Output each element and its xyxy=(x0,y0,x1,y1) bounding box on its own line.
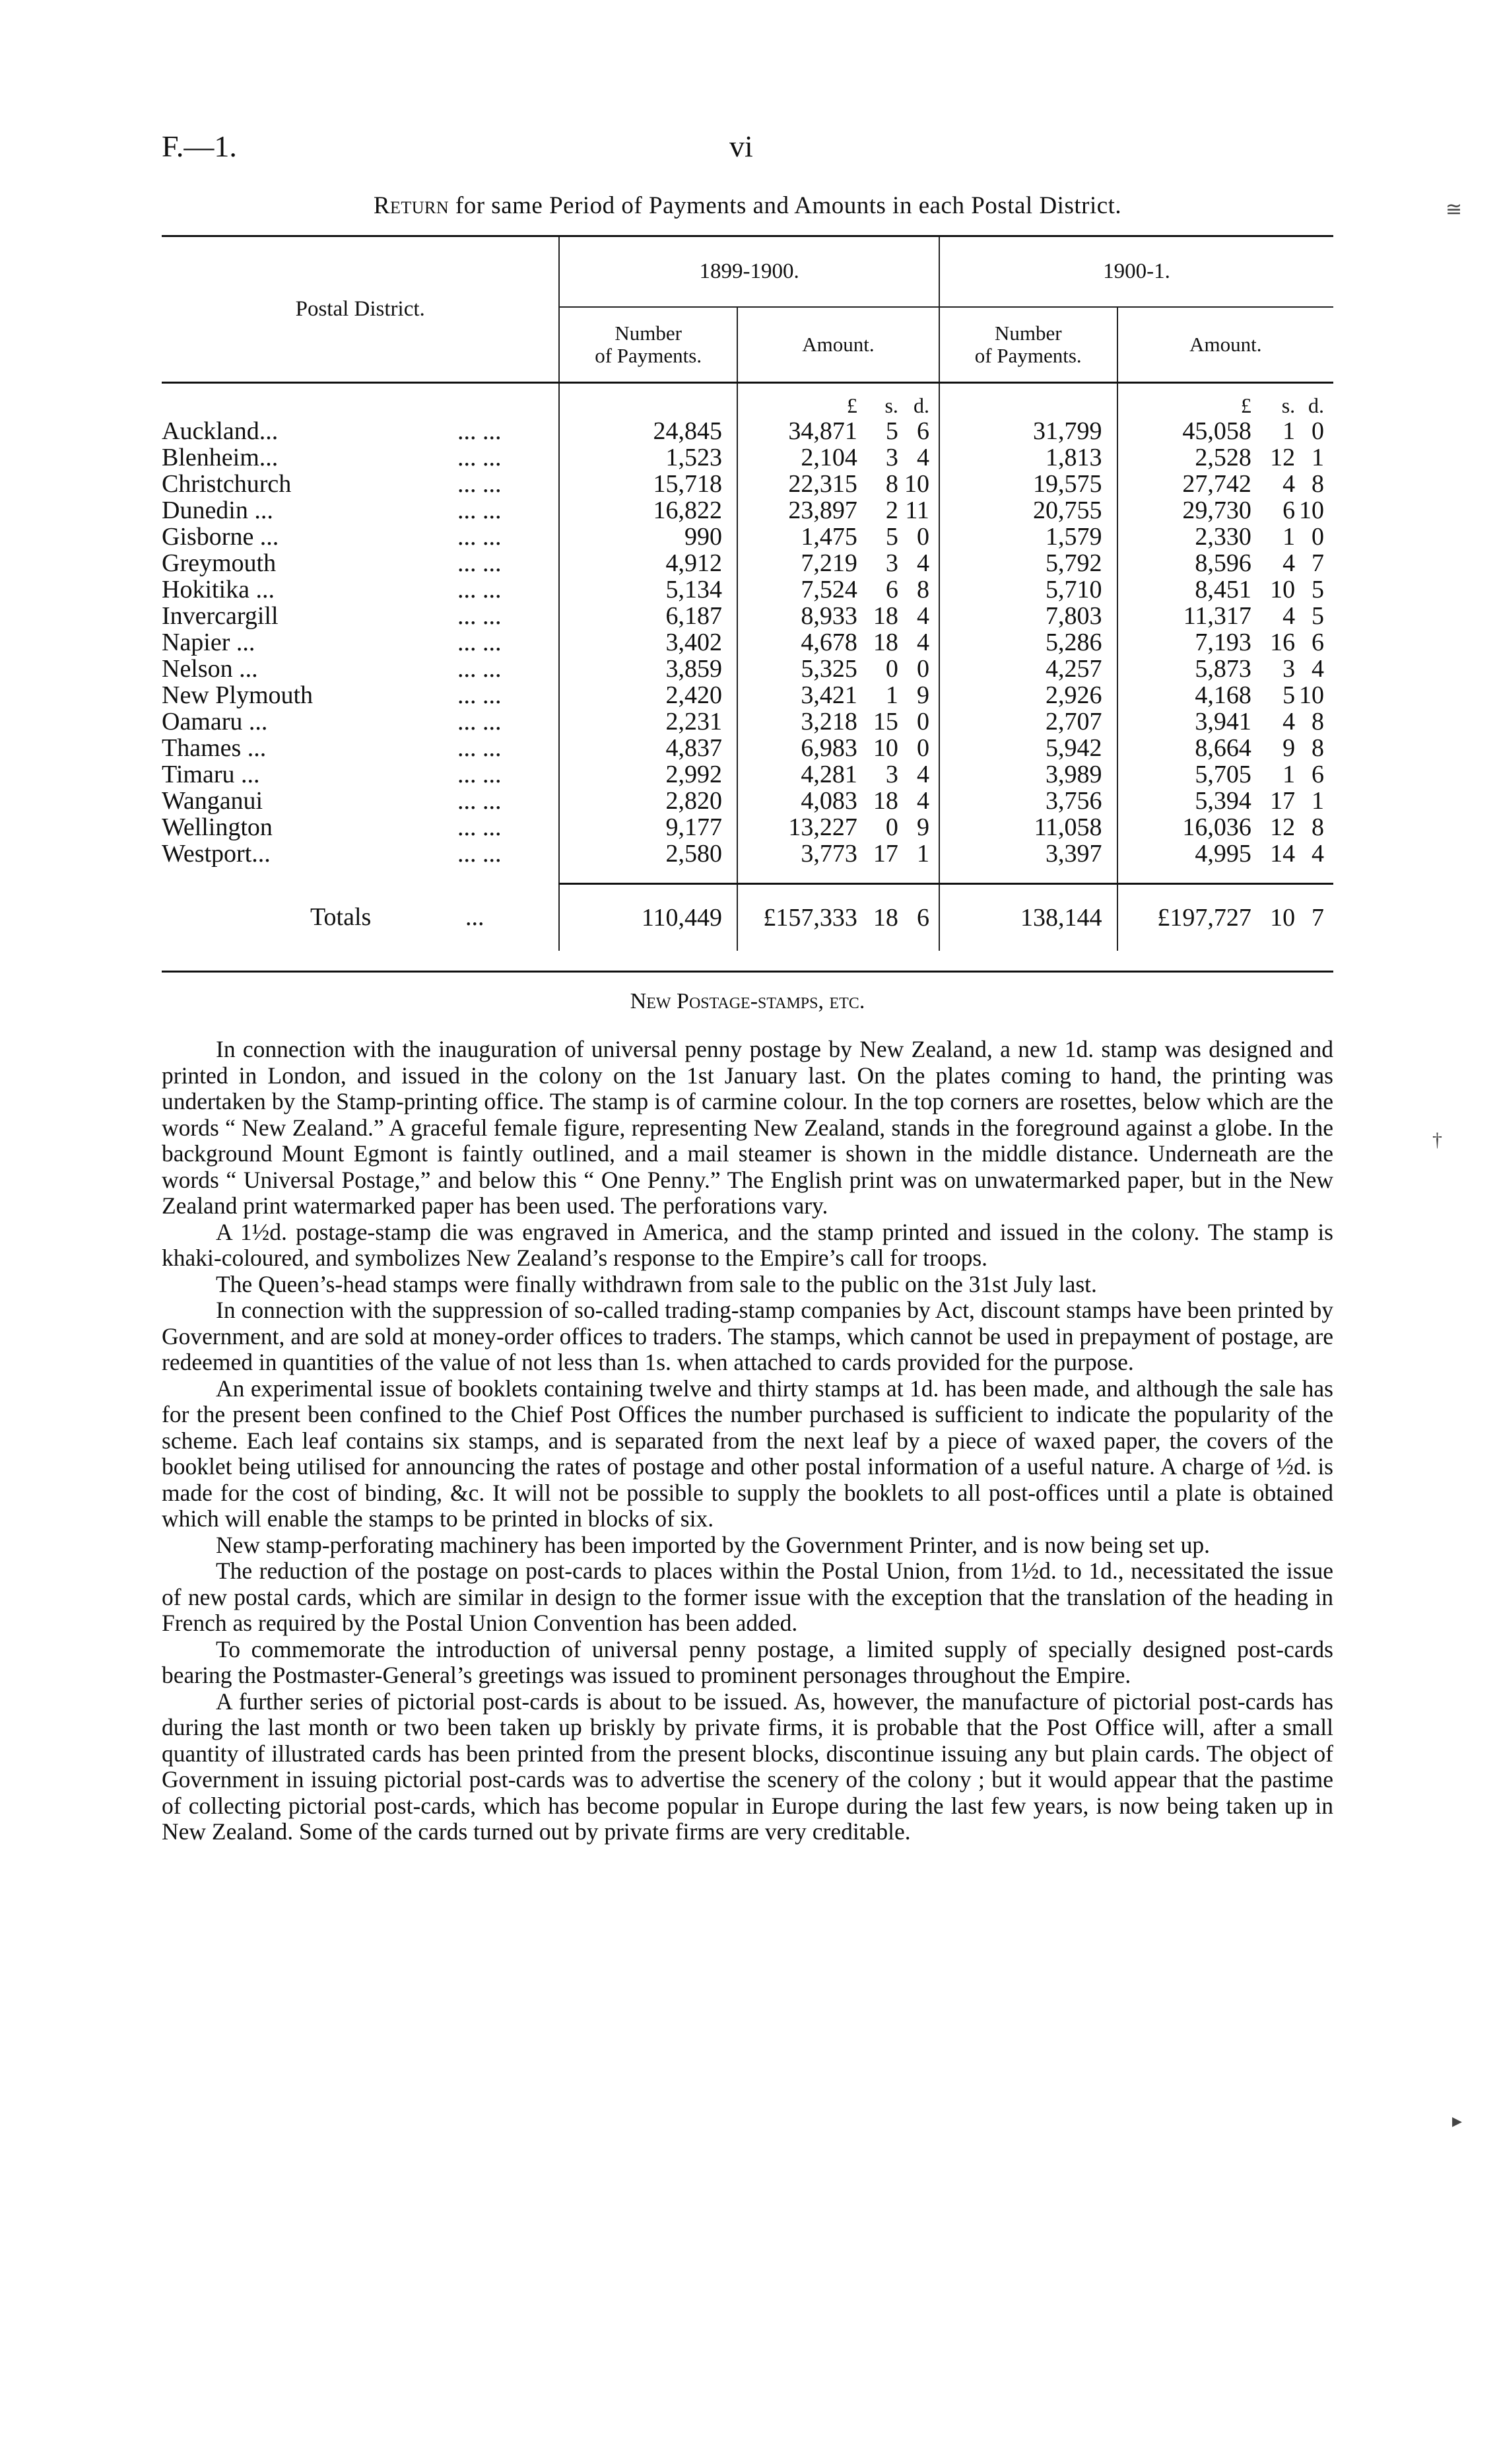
totals-label: Totals xyxy=(310,903,372,932)
amount-shillings-1900-1: 1 xyxy=(1282,761,1296,788)
totals-shillings-1899-1900: 18 xyxy=(857,884,898,951)
table-row xyxy=(162,524,1333,550)
leader-dots: ... ... xyxy=(457,787,502,815)
amount-shillings-1899-1900: 8 xyxy=(885,470,898,498)
district-name-cell xyxy=(162,497,559,524)
amount-pence-1900-1: 10 xyxy=(1299,496,1324,524)
amount-pence-1900-1: 8 xyxy=(1312,734,1324,762)
totals-label-cell xyxy=(162,884,559,951)
header-period-1899-1900: 1899-1900. xyxy=(559,236,939,308)
table-row xyxy=(162,840,1333,867)
amount-pence-1900-1: 6 xyxy=(1312,761,1324,788)
amount-pence-1899-1900: 8 xyxy=(916,576,929,603)
paragraph-1-half-d-stamp: A 1½d. postage-stamp die was engraved in America, and the stamp printed and issued in the colony. The stamp is khaki-coloured, and symbolizes New Zealand’s response to the Empire’s call for troops. xyxy=(162,1218,1333,1271)
payments-count-1900-1: 7,803 xyxy=(939,603,1117,629)
amount-pounds-1899-1900: 2,104 xyxy=(737,444,857,471)
leader-dots: ... ... xyxy=(457,417,502,445)
payments-count-1900-1: 3,756 xyxy=(939,788,1117,814)
table-row xyxy=(162,629,1333,656)
district-name: Gisborne ... xyxy=(162,523,279,551)
amount-pence-1900-1: 1 xyxy=(1312,787,1324,815)
amount-pounds-1900-1: 5,873 xyxy=(1117,656,1251,682)
district-name: Oamaru ... xyxy=(162,708,268,736)
amount-pounds-1899-1900: 4,281 xyxy=(737,761,857,788)
paragraph-commemorative-cards: To commemorate the introduction of universal penny postage, a limited supply of specially designed post-cards bearing the Postmaster-General’s greetings was issued to prominent personages throughout the Empire. xyxy=(162,1635,1333,1688)
payments-count-1900-1: 2,707 xyxy=(939,708,1117,735)
amount-shillings-1900-1: 12 xyxy=(1270,444,1296,471)
unit-pounds: £ xyxy=(1117,383,1251,419)
district-name: Greymouth xyxy=(162,549,277,577)
totals-pounds-1899-1900: £157,333 xyxy=(737,884,857,951)
leader-dots: ... ... xyxy=(457,444,502,471)
amount-pounds-1900-1: 45,058 xyxy=(1117,418,1251,444)
header-number-of-payments-2: Number of Payments. xyxy=(939,307,1117,383)
payments-count-1899-1900: 2,992 xyxy=(559,761,737,788)
district-name: Dunedin ... xyxy=(162,496,273,524)
table-title-lead: Return xyxy=(373,192,449,219)
totals-leader-dots: ... xyxy=(465,903,484,932)
amount-pence-1900-1: 5 xyxy=(1312,576,1324,603)
table-row xyxy=(162,497,1333,524)
payments-count-1899-1900: 3,859 xyxy=(559,656,737,682)
amount-pounds-1899-1900: 7,219 xyxy=(737,550,857,576)
amount-shillings-1899-1900: 2 xyxy=(885,496,898,524)
district-name-cell xyxy=(162,656,559,682)
amount-shillings-1900-1: 3 xyxy=(1282,655,1296,683)
table-row xyxy=(162,550,1333,576)
district-name: Wellington xyxy=(162,813,273,841)
payments-count-1900-1: 5,942 xyxy=(939,735,1117,761)
amount-pounds-1899-1900: 1,475 xyxy=(737,524,857,550)
table-row xyxy=(162,761,1333,788)
amount-shillings-1900-1: 14 xyxy=(1270,840,1296,868)
amount-pence-1900-1: 0 xyxy=(1312,523,1324,551)
amount-pounds-1899-1900: 6,983 xyxy=(737,735,857,761)
section-heading: New Postage-stamps, etc. xyxy=(630,989,865,1013)
amount-pounds-1899-1900: 13,227 xyxy=(737,814,857,840)
totals-pence-1899-1900: 6 xyxy=(898,884,939,951)
amount-pence-1899-1900: 9 xyxy=(916,681,929,709)
amount-pence-1900-1: 7 xyxy=(1312,549,1324,577)
amount-shillings-1899-1900: 0 xyxy=(885,655,898,683)
header-period-1900-1: 1900-1. xyxy=(939,236,1333,308)
amount-pence-1899-1900: 4 xyxy=(916,602,929,630)
amount-shillings-1899-1900: 5 xyxy=(885,523,898,551)
paragraph-discount-stamps: In connection with the suppression of so-called trading-stamp companies by Act, discount stamps have been printed by Government, and are sold at money-order offices to traders. The stamps, which cannot be used in prepayment of postage, are redeemed in quantities of the value of not less than 1s. when attached to cards provided for the purpose. xyxy=(162,1297,1333,1375)
district-name: Christchurch xyxy=(162,470,292,498)
district-name-cell xyxy=(162,788,559,814)
totals-pounds-1900-1: £197,727 xyxy=(1117,884,1251,951)
amount-pence-1900-1: 4 xyxy=(1312,840,1324,868)
payments-count-1899-1900: 4,912 xyxy=(559,550,737,576)
payments-count-1899-1900: 24,845 xyxy=(559,418,737,444)
amount-pounds-1900-1: 5,394 xyxy=(1117,788,1251,814)
paragraph-new-1d-stamp: In connection with the inauguration of universal penny postage by New Zealand, a new 1d. stamp was designed and printed in London, and issued in the colony on the 1st January last. On the plates coming to hand, the printing was undertaken by the Stamp-printing office. The stamp is of carmine colour. In the top corners are rosettes, below which are the words “ New Zealand.” A graceful female figure, representing New Zealand, stands in the foreground against a globe. In the background Mount Egmont is faintly outlined, and a mail steamer is shown in the middle distance. Underneath are the words “ Universal Postage,” and below this “ One Penny.” The English print was on unwatermarked paper, but in the New Zealand print watermarked paper has been used. The perforations vary. xyxy=(162,1036,1333,1219)
amount-pence-1899-1900: 9 xyxy=(916,813,929,841)
leader-dots: ... ... xyxy=(457,576,502,603)
leader-dots: ... ... xyxy=(457,629,502,656)
amount-shillings-1899-1900: 1 xyxy=(885,681,898,709)
payments-count-1899-1900: 5,134 xyxy=(559,576,737,603)
payments-count-1899-1900: 990 xyxy=(559,524,737,550)
amount-pence-1899-1900: 4 xyxy=(916,444,929,471)
totals-count-1899-1900: 110,449 xyxy=(559,884,737,951)
amount-pounds-1899-1900: 4,083 xyxy=(737,788,857,814)
payments-count-1899-1900: 3,402 xyxy=(559,629,737,656)
page-number: vi xyxy=(729,129,753,163)
amount-pounds-1899-1900: 3,218 xyxy=(737,708,857,735)
payments-count-1899-1900: 2,231 xyxy=(559,708,737,735)
amount-pounds-1899-1900: 34,871 xyxy=(737,418,857,444)
payments-count-1899-1900: 4,837 xyxy=(559,735,737,761)
amount-pounds-1899-1900: 3,773 xyxy=(737,840,857,867)
district-name: Westport... xyxy=(162,840,271,868)
postal-district-return-table xyxy=(162,235,1333,973)
amount-pounds-1899-1900: 4,678 xyxy=(737,629,857,656)
table-row xyxy=(162,471,1333,497)
district-name-cell xyxy=(162,603,559,629)
district-name-cell xyxy=(162,524,559,550)
paragraph-post-card-reduction: The reduction of the postage on post-cards to places within the Postal Union, from 1½d. to 1d., necessitated the issue of new postal cards, which are similar in design to the former issue with the exception that the translation of the heading in French as required by the Postal Union Convention has been added. xyxy=(162,1557,1333,1636)
payments-count-1900-1: 5,792 xyxy=(939,550,1117,576)
amount-shillings-1899-1900: 3 xyxy=(885,761,898,788)
amount-pounds-1900-1: 3,941 xyxy=(1117,708,1251,735)
amount-pence-1900-1: 6 xyxy=(1312,629,1324,656)
payments-count-1899-1900: 16,822 xyxy=(559,497,737,524)
amount-pounds-1899-1900: 23,897 xyxy=(737,497,857,524)
scan-mark: ≅ xyxy=(1446,199,1463,221)
table-row xyxy=(162,576,1333,603)
leader-dots: ... ... xyxy=(457,734,502,762)
district-name-cell xyxy=(162,814,559,840)
amount-pounds-1900-1: 2,528 xyxy=(1117,444,1251,471)
district-name-cell xyxy=(162,471,559,497)
amount-pounds-1900-1: 8,664 xyxy=(1117,735,1251,761)
table-row xyxy=(162,814,1333,840)
amount-shillings-1899-1900: 18 xyxy=(873,787,898,815)
amount-pounds-1900-1: 5,705 xyxy=(1117,761,1251,788)
amount-shillings-1900-1: 4 xyxy=(1282,470,1296,498)
leader-dots: ... ... xyxy=(457,602,502,630)
amount-pounds-1900-1: 2,330 xyxy=(1117,524,1251,550)
payments-count-1900-1: 1,813 xyxy=(939,444,1117,471)
district-name: Blenheim... xyxy=(162,444,279,471)
unit-pence: d. xyxy=(913,394,929,417)
amount-pence-1900-1: 8 xyxy=(1312,470,1324,498)
amount-shillings-1899-1900: 0 xyxy=(885,813,898,841)
payments-count-1900-1: 31,799 xyxy=(939,418,1117,444)
amount-shillings-1900-1: 12 xyxy=(1270,813,1296,841)
units-row xyxy=(162,383,1333,419)
header-postal-district: Postal District. xyxy=(295,297,425,321)
district-name-cell xyxy=(162,761,559,788)
table-title xyxy=(162,191,1333,220)
amount-shillings-1900-1: 5 xyxy=(1282,681,1296,709)
amount-shillings-1900-1: 16 xyxy=(1270,629,1296,656)
amount-pence-1899-1900: 4 xyxy=(916,629,929,656)
amount-shillings-1899-1900: 3 xyxy=(885,549,898,577)
amount-shillings-1899-1900: 3 xyxy=(885,444,898,471)
amount-shillings-1899-1900: 5 xyxy=(885,417,898,445)
header-amount-2: Amount. xyxy=(1117,307,1333,383)
header-amount-1: Amount. xyxy=(737,307,939,383)
payments-count-1899-1900: 15,718 xyxy=(559,471,737,497)
amount-shillings-1899-1900: 18 xyxy=(873,629,898,656)
payments-count-1899-1900: 2,580 xyxy=(559,840,737,867)
district-name-cell xyxy=(162,682,559,708)
amount-pence-1899-1900: 4 xyxy=(916,787,929,815)
payments-count-1900-1: 11,058 xyxy=(939,814,1117,840)
amount-pence-1899-1900: 0 xyxy=(916,655,929,683)
amount-shillings-1900-1: 4 xyxy=(1282,602,1296,630)
amount-pence-1899-1900: 1 xyxy=(916,840,929,868)
totals-count-1900-1: 138,144 xyxy=(939,884,1117,951)
amount-pence-1899-1900: 6 xyxy=(916,417,929,445)
amount-pounds-1899-1900: 7,524 xyxy=(737,576,857,603)
amount-pounds-1900-1: 4,995 xyxy=(1117,840,1251,867)
amount-shillings-1900-1: 17 xyxy=(1270,787,1296,815)
district-name-cell xyxy=(162,418,559,444)
scan-mark: ▸ xyxy=(1452,2110,1463,2132)
leader-dots: ... ... xyxy=(457,470,502,498)
unit-pounds: £ xyxy=(737,383,857,419)
table-row xyxy=(162,708,1333,735)
payments-count-1899-1900: 2,420 xyxy=(559,682,737,708)
table-row xyxy=(162,656,1333,682)
district-name: Auckland... xyxy=(162,417,279,445)
payments-count-1900-1: 2,926 xyxy=(939,682,1117,708)
payments-count-1899-1900: 6,187 xyxy=(559,603,737,629)
header-number-of-payments-1: Number of Payments. xyxy=(559,307,737,383)
district-name: Nelson ... xyxy=(162,655,258,683)
amount-pence-1900-1: 1 xyxy=(1312,444,1324,471)
amount-pence-1900-1: 5 xyxy=(1312,602,1324,630)
district-name: Napier ... xyxy=(162,629,255,656)
amount-pence-1899-1900: 4 xyxy=(916,761,929,788)
table-row xyxy=(162,418,1333,444)
page-reference: F.—1. xyxy=(162,129,237,163)
amount-pence-1900-1: 0 xyxy=(1312,417,1324,445)
district-name: Thames ... xyxy=(162,734,267,762)
amount-pence-1900-1: 10 xyxy=(1299,681,1324,709)
table-row xyxy=(162,444,1333,471)
amount-shillings-1900-1: 1 xyxy=(1282,523,1296,551)
amount-pounds-1899-1900: 8,933 xyxy=(737,603,857,629)
amount-shillings-1900-1: 9 xyxy=(1282,734,1296,762)
totals-row xyxy=(162,884,1333,951)
amount-pounds-1900-1: 29,730 xyxy=(1117,497,1251,524)
district-name: Invercargill xyxy=(162,602,279,630)
section-body xyxy=(162,1037,1333,1845)
amount-pence-1899-1900: 0 xyxy=(916,523,929,551)
scan-mark: † xyxy=(1432,1129,1442,1151)
amount-pounds-1900-1: 27,742 xyxy=(1117,471,1251,497)
district-name-cell xyxy=(162,576,559,603)
leader-dots: ... ... xyxy=(457,549,502,577)
leader-dots: ... ... xyxy=(457,813,502,841)
amount-shillings-1900-1: 1 xyxy=(1282,417,1296,445)
payments-count-1900-1: 20,755 xyxy=(939,497,1117,524)
table-row xyxy=(162,603,1333,629)
payments-count-1899-1900: 9,177 xyxy=(559,814,737,840)
amount-shillings-1900-1: 4 xyxy=(1282,549,1296,577)
amount-shillings-1899-1900: 15 xyxy=(873,708,898,736)
amount-pence-1899-1900: 4 xyxy=(916,549,929,577)
amount-shillings-1899-1900: 10 xyxy=(873,734,898,762)
leader-dots: ... ... xyxy=(457,655,502,683)
amount-shillings-1899-1900: 17 xyxy=(873,840,898,868)
paragraph-perforating-machinery: New stamp-perforating machinery has been imported by the Government Printer, and is now being set up. xyxy=(216,1531,1210,1558)
unit-shillings: s. xyxy=(884,394,898,417)
leader-dots: ... ... xyxy=(457,523,502,551)
totals-shillings-1900-1: 10 xyxy=(1251,884,1295,951)
paragraph-booklets: An experimental issue of booklets containing twelve and thirty stamps at 1d. has been made, and although the sale has for the present been confined to the Chief Post Offices the number purchased is sufficient to indicate the popularity of the scheme. Each leaf contains six stamps, and is separated from the next leaf by a piece of waxed paper, the covers of the booklet being utilised for announcing the rates of postage and other postal information of a useful nature. A charge of ½d. is made for the cost of binding, &c. It will not be possible to supply the booklets to all post-offices until a plate is obtained which will enable the stamps to be printed in blocks of six. xyxy=(162,1375,1333,1532)
amount-pounds-1900-1: 8,451 xyxy=(1117,576,1251,603)
amount-pounds-1900-1: 7,193 xyxy=(1117,629,1251,656)
amount-shillings-1900-1: 10 xyxy=(1270,576,1296,603)
paragraph-pictorial-post-cards: A further series of pictorial post-cards is about to be issued. As, however, the manufacture of pictorial post-cards has during the last month or two been taken up briskly by private firms, it is probable that the Post Office will, after a small quantity of illustrated cards has been printed from the present blocks, discontinue issuing any but plain cards. The object of Government in issuing pictorial post-cards was to advertise the scenery of the colony ; but it would appear that the pastime of collecting pictorial post-cards, which has become popular in Europe during the last few years, is now being taken up in New Zealand. Some of the cards turned out by private firms are very creditable. xyxy=(162,1688,1333,1845)
amount-pounds-1899-1900: 3,421 xyxy=(737,682,857,708)
payments-count-1900-1: 4,257 xyxy=(939,656,1117,682)
amount-pounds-1899-1900: 22,315 xyxy=(737,471,857,497)
unit-pence: d. xyxy=(1308,394,1324,417)
amount-pence-1900-1: 8 xyxy=(1312,813,1324,841)
payments-count-1900-1: 3,397 xyxy=(939,840,1117,867)
amount-pence-1899-1900: 0 xyxy=(916,734,929,762)
district-name-cell xyxy=(162,840,559,867)
amount-shillings-1899-1900: 18 xyxy=(873,602,898,630)
district-name-cell xyxy=(162,444,559,471)
district-name-cell xyxy=(162,735,559,761)
district-name-cell xyxy=(162,708,559,735)
amount-pence-1899-1900: 11 xyxy=(905,496,929,524)
amount-pence-1900-1: 8 xyxy=(1312,708,1324,736)
amount-pounds-1899-1900: 5,325 xyxy=(737,656,857,682)
payments-count-1899-1900: 2,820 xyxy=(559,788,737,814)
leader-dots: ... ... xyxy=(457,681,502,709)
payments-count-1900-1: 19,575 xyxy=(939,471,1117,497)
payments-count-1900-1: 1,579 xyxy=(939,524,1117,550)
table-row xyxy=(162,682,1333,708)
amount-pence-1899-1900: 10 xyxy=(904,470,929,498)
amount-pence-1899-1900: 0 xyxy=(916,708,929,736)
district-name: Wanganui xyxy=(162,787,263,815)
amount-pence-1900-1: 4 xyxy=(1312,655,1324,683)
payments-count-1899-1900: 1,523 xyxy=(559,444,737,471)
paragraph-queens-head-withdrawn: The Queen’s-head stamps were finally withdrawn from sale to the public on the 31st July last. xyxy=(216,1270,1097,1297)
leader-dots: ... ... xyxy=(457,840,502,868)
amount-pounds-1900-1: 11,317 xyxy=(1117,603,1251,629)
leader-dots: ... ... xyxy=(457,708,502,736)
table-row xyxy=(162,735,1333,761)
payments-count-1900-1: 5,710 xyxy=(939,576,1117,603)
amount-pounds-1900-1: 16,036 xyxy=(1117,814,1251,840)
district-name: Hokitika ... xyxy=(162,576,275,603)
district-name: Timaru ... xyxy=(162,761,260,788)
amount-pounds-1900-1: 8,596 xyxy=(1117,550,1251,576)
totals-pence-1900-1: 7 xyxy=(1295,884,1333,951)
amount-shillings-1900-1: 4 xyxy=(1282,708,1296,736)
amount-shillings-1899-1900: 6 xyxy=(885,576,898,603)
amount-shillings-1900-1: 6 xyxy=(1282,496,1296,524)
district-name-cell xyxy=(162,629,559,656)
payments-count-1900-1: 5,286 xyxy=(939,629,1117,656)
table-title-rest: for same Period of Payments and Amounts in each Postal District. xyxy=(449,192,1122,219)
payments-count-1900-1: 3,989 xyxy=(939,761,1117,788)
table-row xyxy=(162,788,1333,814)
district-name-cell xyxy=(162,550,559,576)
leader-dots: ... ... xyxy=(457,496,502,524)
unit-shillings: s. xyxy=(1281,394,1296,417)
amount-pounds-1900-1: 4,168 xyxy=(1117,682,1251,708)
leader-dots: ... ... xyxy=(457,761,502,788)
district-name: New Plymouth xyxy=(162,681,314,709)
